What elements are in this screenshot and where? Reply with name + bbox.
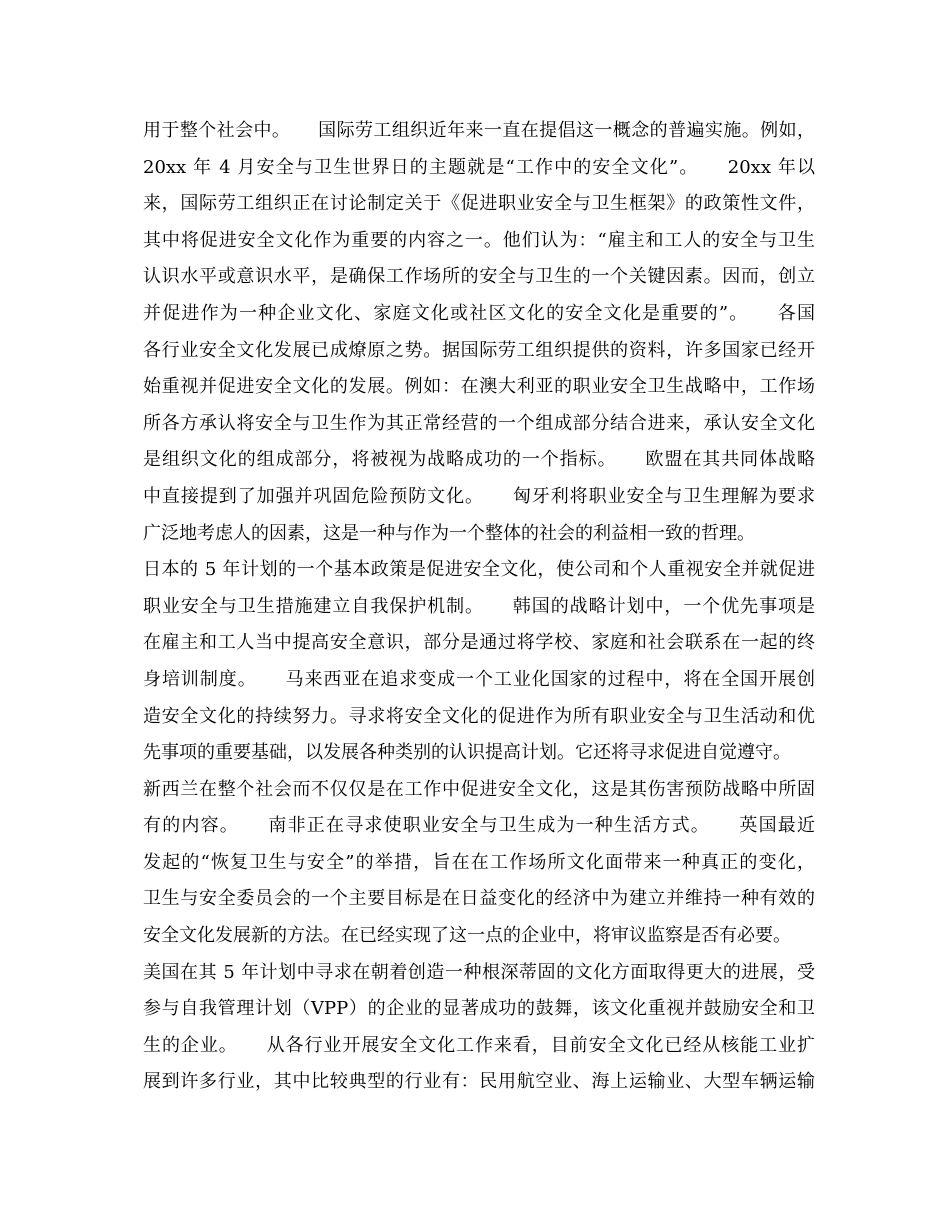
text-line: 先事项的重要基础，以发展各种类别的认识提高计划。它还将寻求促进自觉遵守。	[143, 742, 791, 764]
text-line: 发起的“恢复卫生与安全”的举措，旨在在工作场所文化面带来一种真正的变化，	[143, 851, 815, 873]
text-line: 中直接提到了加强并巩固危险预防文化。 匈牙利将职业安全与卫生理解为要求	[143, 485, 815, 507]
text-line: 并促进作为一种企业文化、家庭文化或社区文化的安全文化是重要的”。 各国	[143, 302, 815, 324]
text-line: 日本的 5 年计划的一个基本政策是促进安全文化，使公司和个人重视安全并就促进	[143, 559, 815, 581]
text-line: 安全文化发展新的方法。在已经实现了这一点的企业中，将审议监察是否有必要。	[143, 925, 791, 947]
text-line: 广泛地考虑人的因素，这是一种与作为一个整体的社会的利益相一致的哲理。	[143, 522, 755, 544]
text-line: 是组织文化的组成部分，将被视为战略成功的一个指标。 欧盟在其共同体战略	[143, 449, 815, 471]
text-line: 美国在其 5 年计划中寻求在朝着创造一种根深蒂固的文化方面取得更大的进展，受	[143, 961, 815, 983]
text-line: 始重视并促进安全文化的发展。例如：在澳大利亚的职业安全卫生战略中，工作场	[143, 376, 815, 398]
text-line: 各行业安全文化发展已成燎原之势。据国际劳工组织提供的资料，许多国家已经开	[143, 339, 815, 361]
text-line: 生的企业。 从各行业开展安全文化工作来看，目前安全文化已经从核能工业扩	[143, 1034, 815, 1056]
text-line: 展到许多行业，其中比较典型的行业有：民用航空业、海上运输业、大型车辆运输	[143, 1071, 815, 1093]
text-line: 所各方承认将安全与卫生作为其正常经营的一个组成部分结合进来，承认安全文化	[143, 412, 815, 434]
text-line: 其中将促进安全文化作为重要的内容之一。他们认为：“雇主和工人的安全与卫生	[143, 229, 815, 251]
text-line: 参与自我管理计划（VPP）的企业的显著成功的鼓舞，该文化重视并鼓励安全和卫	[143, 998, 815, 1020]
text-line: 造安全文化的持续努力。寻求将安全文化的促进作为所有职业安全与卫生活动和优	[143, 705, 815, 727]
text-line: 用于整个社会中。 国际劳工组织近年来一直在提倡这一概念的普遍实施。例如，	[143, 120, 815, 141]
text-line: 有的内容。 南非正在寻求使职业安全与卫生成为一种生活方式。 英国最近	[143, 815, 815, 837]
text-line: 认识水平或意识水平，是确保工作场所的安全与卫生的一个关键因素。因而，创立	[143, 266, 815, 288]
body-text	[143, 113, 815, 1101]
text-line: 卫生与安全委员会的一个主要目标是在日益变化的经济中为建立并维持一种有效的	[143, 888, 815, 910]
text-line: 身培训制度。 马来西亚在追求变成一个工业化国家的过程中，将在全国开展创	[143, 668, 815, 690]
text-line: 来，国际劳工组织正在讨论制定关于《促进职业安全与卫生框架》的政策性文件，	[143, 193, 815, 215]
text-line: 20xx 年 4 月安全与卫生世界日的主题就是“工作中的安全文化”。 20xx 年以	[143, 156, 815, 178]
text-line: 新西兰在整个社会而不仅仅是在工作中促进安全文化，这是其伤害预防战略中所固	[143, 778, 815, 800]
text-line: 职业安全与卫生措施建立自我保护机制。 韩国的战略计划中，一个优先事项是	[143, 595, 815, 617]
text-line: 在雇主和工人当中提高安全意识，部分是通过将学校、家庭和社会联系在一起的终	[143, 632, 815, 654]
